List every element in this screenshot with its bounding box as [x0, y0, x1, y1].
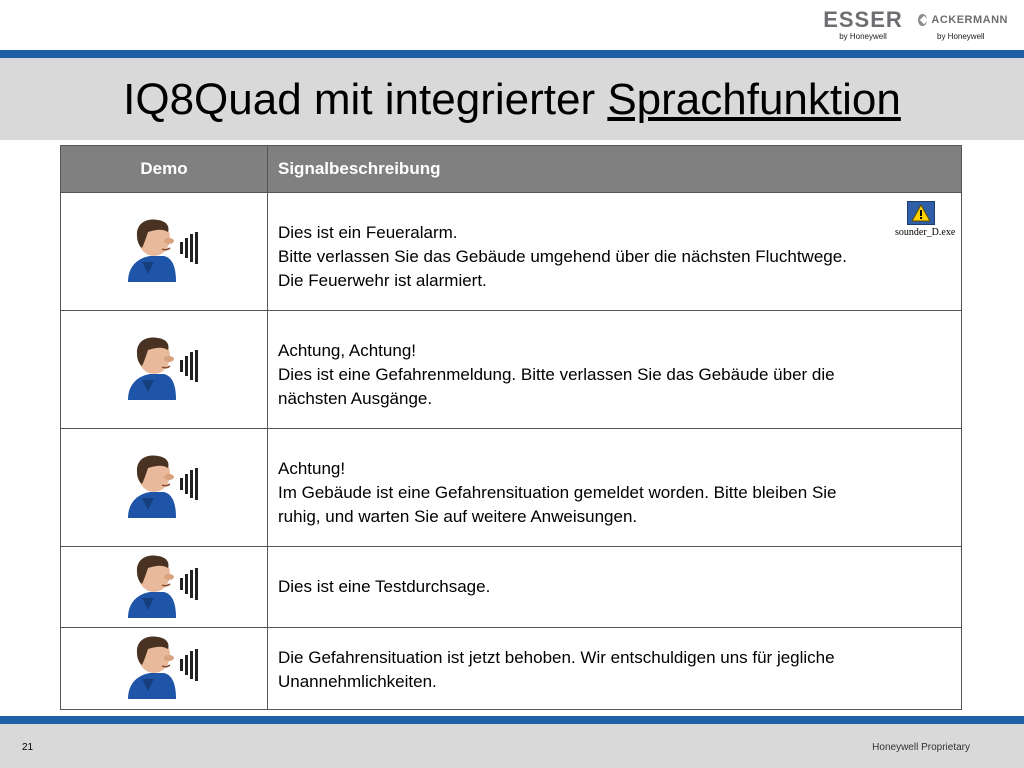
demo-audio-button[interactable] [61, 429, 268, 546]
demo-audio-button[interactable] [61, 628, 268, 709]
description-line: Dies ist eine Testdurchsage. [278, 577, 491, 596]
signal-description [268, 547, 961, 627]
demo-audio-button[interactable] [61, 547, 268, 627]
table-header [61, 146, 961, 193]
table-row [61, 628, 961, 709]
description-line: Achtung, Achtung! [278, 341, 416, 360]
description-line: Dies ist ein Feueralarm. [278, 223, 458, 242]
ackermann-wordmark: ACKERMANN [931, 14, 1008, 26]
table-row [61, 547, 961, 628]
top-accent-bar [0, 50, 1024, 58]
description-line: Bitte verlassen Sie das Gebäude umgehend über die nächsten Fluchtwege. [278, 247, 847, 266]
footer-band [0, 724, 1024, 768]
ackermann-logo [918, 14, 1008, 42]
esser-wordmark: ESSER [823, 7, 903, 32]
description-line: Im Gebäude ist eine Gefahrensituation gemeldet worden. Bitte bleiben Sie [278, 483, 837, 502]
proprietary-note: Honeywell Proprietary [872, 742, 970, 753]
speaking-person-icon [124, 633, 204, 704]
table-row [61, 429, 961, 547]
description-line: Unannehmlichkeiten. [278, 672, 437, 691]
warning-icon [907, 201, 935, 225]
speaking-person-icon [124, 452, 204, 523]
signal-description [268, 628, 961, 709]
sounder-exe-attachment[interactable] [895, 201, 956, 239]
table-row [61, 193, 961, 311]
description-line: nächsten Ausgänge. [278, 389, 433, 408]
table-row [61, 311, 961, 429]
attachment-label: sounder_D.exe [895, 227, 956, 238]
speaking-person-icon [124, 216, 204, 287]
title-text: IQ8Quad mit integrierter [123, 75, 608, 124]
esser-logo [818, 8, 908, 42]
page-number: 21 [22, 742, 34, 753]
demo-audio-button[interactable] [61, 193, 268, 310]
header-demo: Demo [61, 146, 268, 192]
speaking-person-icon [124, 334, 204, 405]
esser-sub: by Honeywell [839, 32, 887, 41]
ackermann-mark-icon [918, 14, 927, 26]
header-description: Signalbeschreibung [278, 159, 441, 178]
description-line: Dies ist eine Gefahrenmeldung. Bitte verlassen Sie das Gebäude über die [278, 365, 835, 384]
signal-description [268, 193, 961, 310]
signal-description [268, 311, 961, 428]
title-underlined-text: Sprachfunktion [607, 75, 901, 124]
signal-description [268, 429, 961, 546]
speaking-person-icon [124, 552, 204, 623]
description-line: Die Gefahrensituation ist jetzt behoben. Wir entschuldigen uns für jegliche [278, 648, 835, 667]
signal-table [60, 145, 962, 710]
ackermann-sub: by Honeywell [937, 32, 985, 41]
description-line: Achtung! [278, 459, 346, 478]
description-line: ruhig, und warten Sie auf weitere Anweisungen. [278, 507, 638, 526]
description-line: Die Feuerwehr ist alarmiert. [278, 271, 487, 290]
page-title [0, 72, 1024, 128]
bottom-accent-bar [0, 716, 1024, 724]
demo-audio-button[interactable] [61, 311, 268, 428]
